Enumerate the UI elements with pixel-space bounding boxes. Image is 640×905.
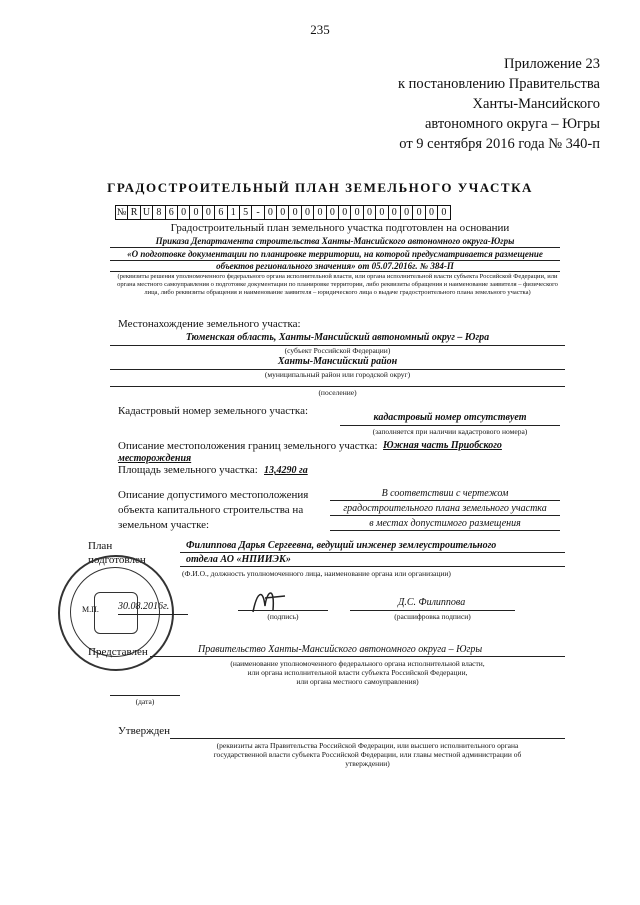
plan-number-cell: 0 <box>265 206 277 219</box>
presented-caption: (наименование уполномоченного федерального органа исполнительной власти, <box>230 659 485 668</box>
plan-number-cell: 0 <box>376 206 388 219</box>
placement-value-line: в местах допустимого размещения <box>369 518 521 529</box>
prepared-person: Филиппова Дарья Сергеевна, ведущий инженер землеустроительного <box>186 540 497 551</box>
placement-label <box>118 488 308 533</box>
document-title: ГРАДОСТРОИТЕЛЬНЫЙ ПЛАН ЗЕМЕЛЬНОГО УЧАСТКА <box>107 180 533 195</box>
plan-number-cell: 8 <box>153 206 165 219</box>
placement-label-line: объекта капитального строительства на <box>118 504 304 516</box>
plan-number-cell: 0 <box>413 206 425 219</box>
appendix-line: Ханты-Мансийского <box>472 96 600 112</box>
plan-number-cell: 0 <box>289 206 301 219</box>
approved-caption: утверждении) <box>345 759 390 768</box>
prepared-label: План <box>88 540 113 552</box>
placement-label-line: Описание допустимого местоположения <box>118 489 309 501</box>
appendix-line: от 9 сентября 2016 года № 340-п <box>399 136 600 152</box>
presented-value: Правительство Ханты-Мансийского автономного округа – Югры <box>198 644 483 655</box>
cadastral-label: Кадастровый номер земельного участка: <box>118 405 309 417</box>
placement-value-line: градостроительного плана земельного участка <box>343 503 547 514</box>
plan-number-cell: 1 <box>228 206 240 219</box>
area-label: Площадь земельного участка: <box>118 464 258 476</box>
boundaries-value: Южная часть Приобского <box>383 440 502 451</box>
approved-caption: государственной власти субъекта Российской Федерации, или главы местной администрации об <box>213 750 522 759</box>
placement-value-line: В соответствии с чертежом <box>381 488 509 499</box>
plan-number-cell: № <box>116 207 127 218</box>
location-settlement-caption: (поселение) <box>318 388 357 397</box>
basis-line: Приказа Департамента строительства Ханты-Мансийского автономного округа-Югры <box>155 236 515 246</box>
plan-number-cell: 0 <box>364 206 376 219</box>
basis-note: (реквизиты решения уполномоченного федерального органа исполнительной власти, или органа исполнительной власти субъекта Российской Федерации, или органа местного самоуправления о подготовке документации по планировке территории, либо реквизиты обращения и наименование заявителя – физического лица, либо реквизиты обращения и наименование заявителя – юридического лица о выдаче градостроительного плана земельного участка) <box>117 273 558 296</box>
basis-line: «О подготовке документации по планировке территории, на которой предусматривается размещение <box>127 249 543 259</box>
plan-number-cell: 0 <box>203 206 215 219</box>
plan-number-cell: 0 <box>441 207 447 218</box>
plan-number-cell: 0 <box>302 206 314 219</box>
appendix-line: Приложение 23 <box>504 56 600 72</box>
signature-caption: (подпись) <box>267 612 299 621</box>
appendix-line: к постановлению Правительства <box>398 76 600 92</box>
plan-number-cell: U <box>141 206 153 219</box>
prepared-person-caption: (Ф.И.О., должность уполномоченного лица, наименование органа или организации) <box>182 569 451 578</box>
plan-number-cell: 0 <box>327 206 339 219</box>
plan-number-cell: 6 <box>166 206 178 219</box>
presented-caption: или органа исполнительной власти субъекта Российской Федерации, <box>247 668 468 677</box>
location-district: Ханты-Мансийский район <box>277 356 398 367</box>
boundaries-value: месторождения <box>118 453 192 464</box>
decoded-caption: (расшифровка подписи) <box>394 612 471 621</box>
placement-value <box>330 486 560 531</box>
basis-line: объектов регионального значения» от 05.07.2016г. № 384-П <box>216 261 454 271</box>
placement-label-line: земельном участке: <box>118 519 210 531</box>
decoded-name: Д.С. Филиппова <box>398 597 466 608</box>
cadastral-caption: (заполняется при наличии кадастрового номера) <box>372 427 528 436</box>
seal-stamp-core <box>94 592 138 634</box>
plan-number-cell: 0 <box>178 206 190 219</box>
presented-label: Представлен <box>88 646 148 658</box>
basis-intro: Градостроительный план земельного участка подготовлен на основании <box>170 222 510 234</box>
plan-number-cell: 0 <box>339 206 351 219</box>
location-district-caption: (муниципальный район или городской округ) <box>264 370 411 379</box>
appendix-line: автономного округа – Югры <box>424 116 600 132</box>
presented-caption: или органа местного самоуправления) <box>296 677 419 686</box>
appendix-header <box>280 54 600 154</box>
presented-date-caption: (дата) <box>135 697 155 706</box>
location-subject-caption: (субъект Российской Федерации) <box>284 346 391 355</box>
prepared-person: отдела АО «НПИИЭК» <box>186 554 291 565</box>
plan-number-cell: 6 <box>215 206 227 219</box>
plan-number-cell: 0 <box>190 206 202 219</box>
plan-number-cell: 0 <box>401 206 413 219</box>
plan-number-cell: 0 <box>277 206 289 219</box>
plan-number-cell: 5 <box>240 206 252 219</box>
plan-number-cell: R <box>128 206 140 219</box>
boundaries-label: Описание местоположения границ земельного участка: <box>118 440 378 452</box>
plan-number-cell: 0 <box>314 206 326 219</box>
location-subject: Тюменская область, Ханты-Мансийский автономный округ – Югра <box>185 332 490 343</box>
prepared-label: подготовлен <box>88 554 146 566</box>
approved-caption: (реквизиты акта Правительства Российской Федерации, или высшего исполнительного органа <box>216 741 519 750</box>
area-value: 13,4290 га <box>264 465 308 476</box>
plan-number-cell: 0 <box>389 206 401 219</box>
plan-number-cell: 0 <box>351 206 363 219</box>
approved-label: Утвержден <box>118 725 171 737</box>
plan-number-cell: 0 <box>426 206 438 219</box>
plan-number-cell: - <box>252 206 264 219</box>
page-number: 235 <box>310 22 330 37</box>
plan-number-box <box>115 205 451 220</box>
cadastral-value: кадастровый номер отсутствует <box>373 412 527 423</box>
location-label: Местонахождение земельного участка: <box>118 318 301 330</box>
prepared-date: 30.08.2016г. <box>118 601 170 612</box>
mp-label: М.П. <box>82 605 99 614</box>
